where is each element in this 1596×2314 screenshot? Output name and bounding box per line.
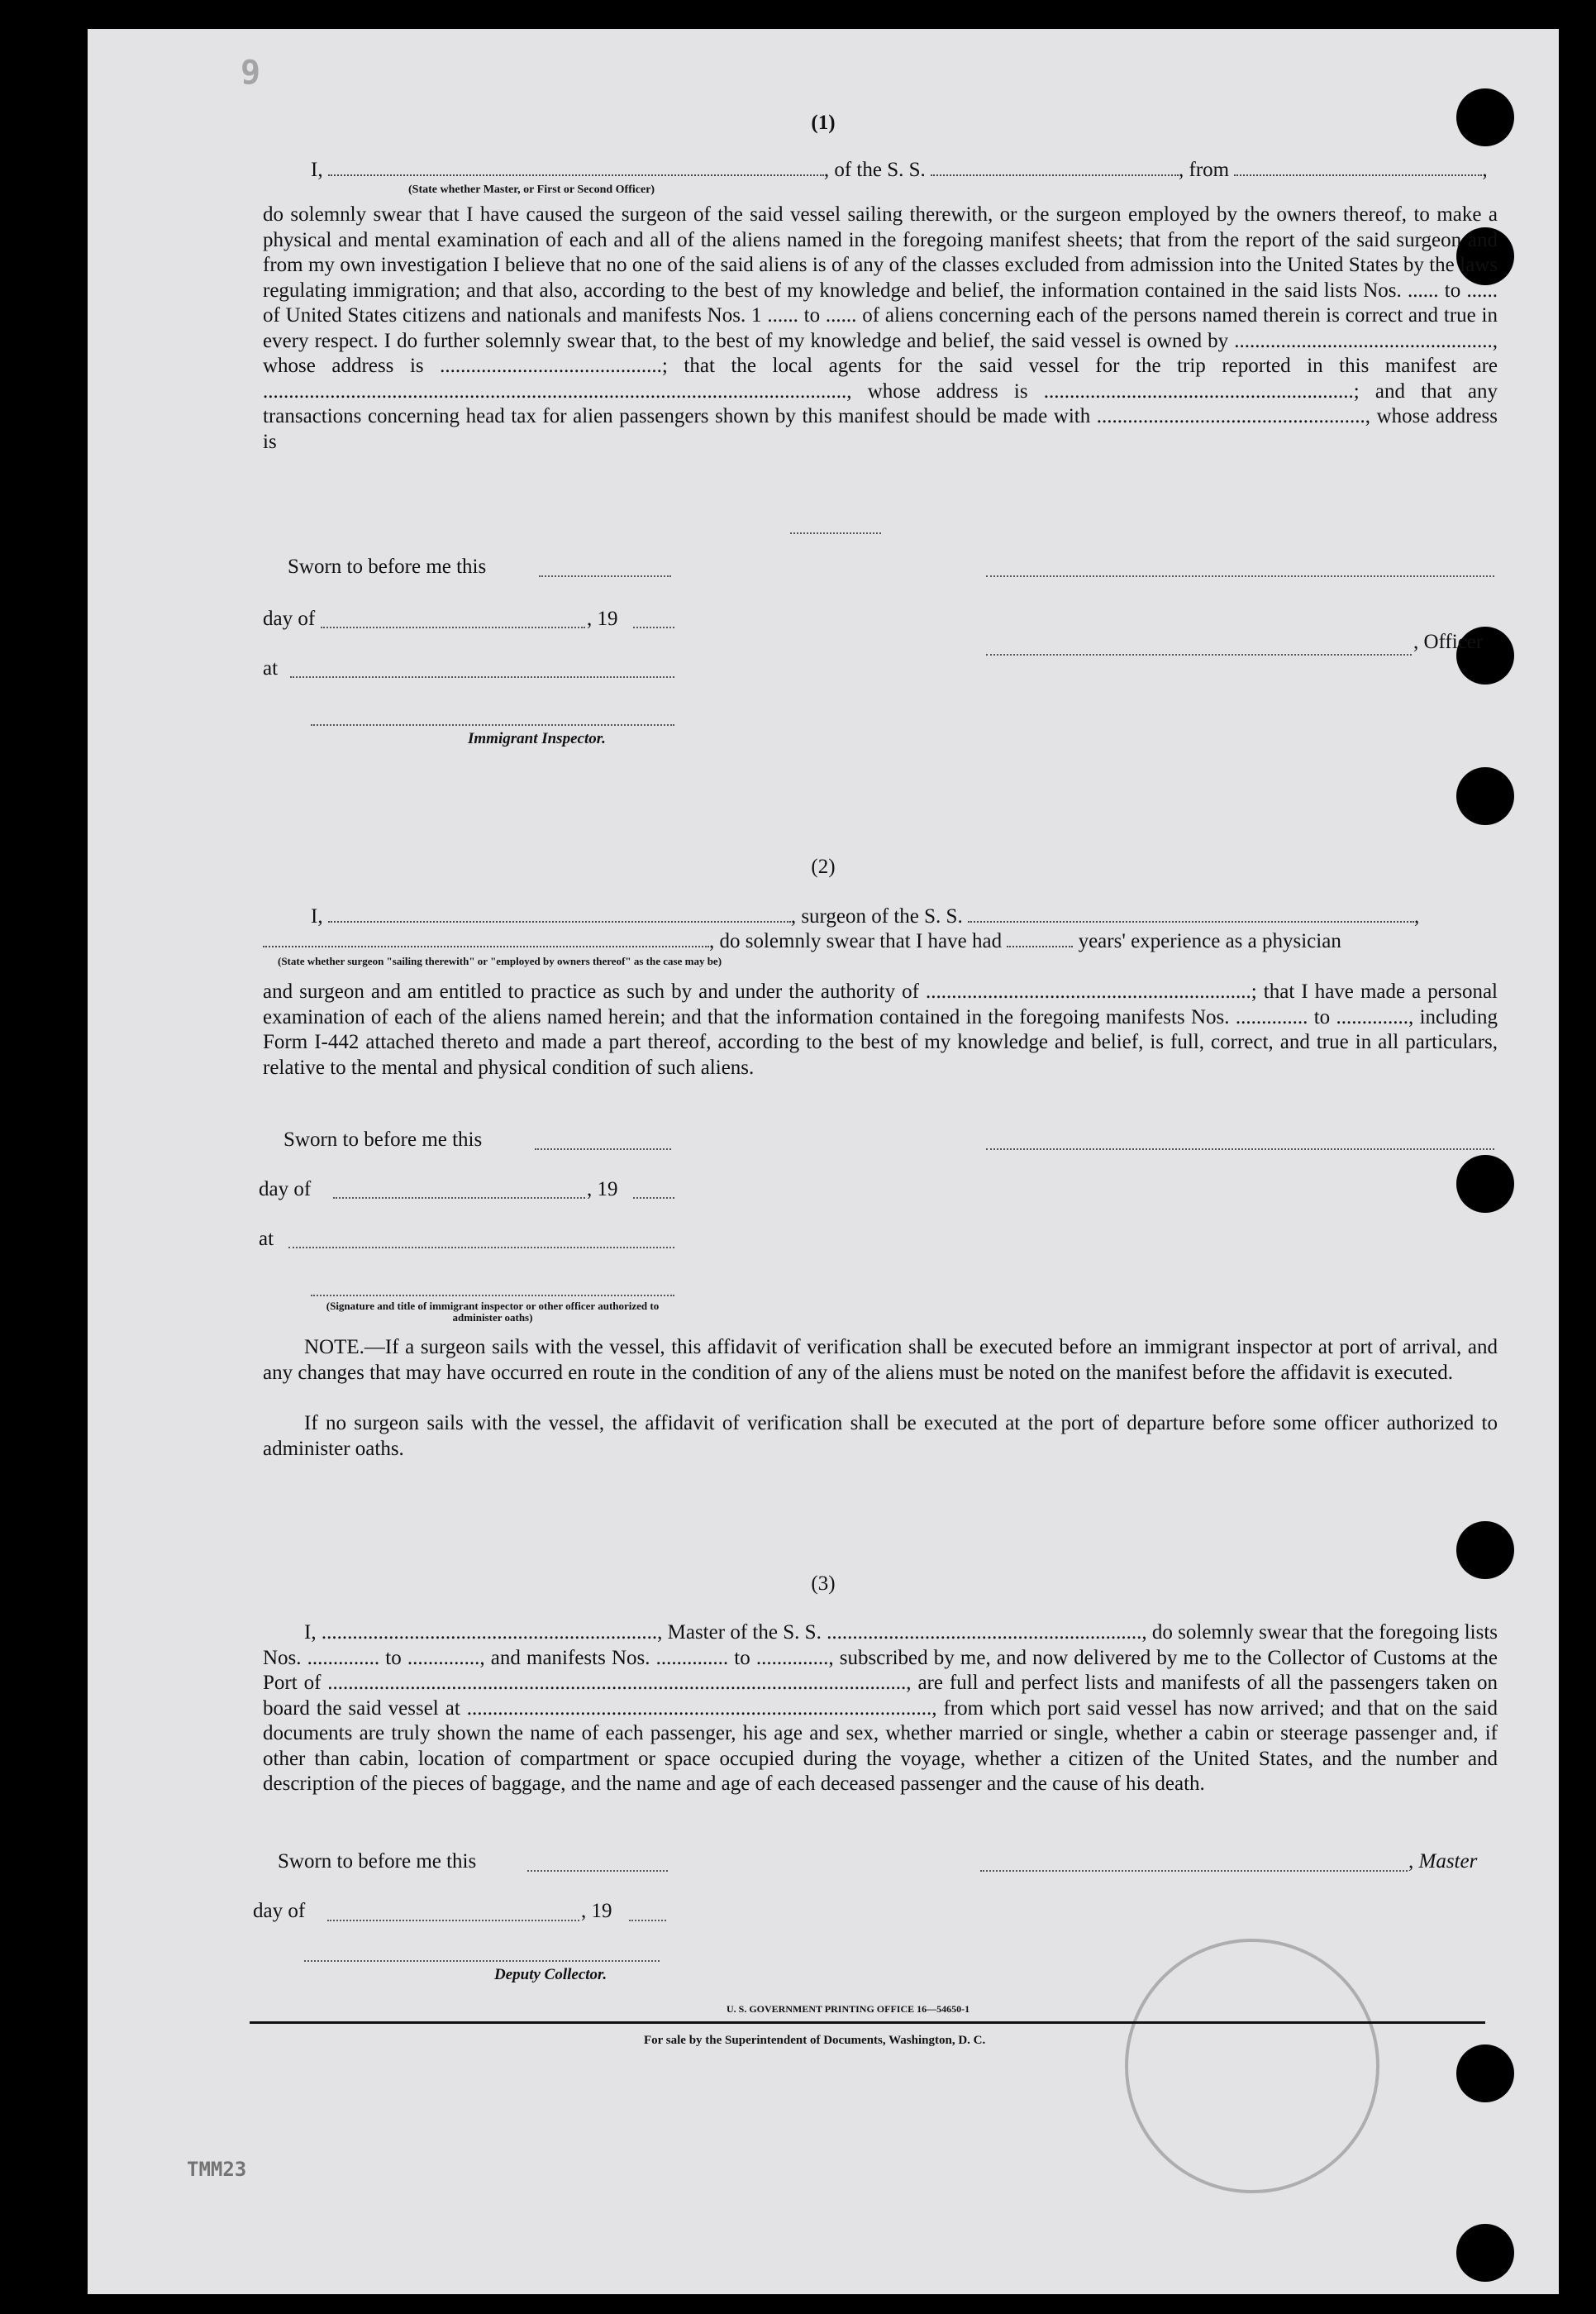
- section-1-day-of: day of: [263, 608, 316, 630]
- section-3-master: , Master: [1408, 1850, 1478, 1873]
- section-1-inspector: Immigrant Inspector.: [468, 730, 606, 747]
- section-3-day-of: day of: [253, 1900, 306, 1922]
- section-1-body: do solemnly swear that I have caused the surgeon of the said vessel sailing therewith, or the surgeon employed by the owners thereof, to make a physical and mental examination of each and all of the aliens named in the foregoing manifest sheets; that from the report of the said surgeon and from my own investigation I believe that no one of the said aliens is of any of the classes excluded from admission into the United States by the laws regulating immigration; and that also, according to the best of my knowledge and belief, the information contained in the said lists Nos. ...... to ...... of United States citizens and nationals and manifests Nos. 1 ...... to ...... of aliens concerning each of the persons named therein is correct and true in every respect. I do further solemnly swear that, to the best of my knowledge and belief, the said vessel is owned by .................................................., whose address is ...........................................; that the local agents for the said vessel for the trip reported in this manifest are ................................................................................................................., whose address is ............................................................; and that any transactions concerning head tax for alien passengers shown by this manifest should be made with ...................................................., whose address is: [263, 203, 1498, 453]
- stamp-mark: TMM23: [187, 2158, 247, 2181]
- section-3-year: , 19: [581, 1900, 612, 1922]
- section-2-day-of: day of: [259, 1178, 312, 1200]
- section-2-at: at: [259, 1228, 274, 1250]
- section-1-officer: , Officer: [1413, 631, 1484, 653]
- page-number-mark: 9: [241, 54, 261, 92]
- section-1-oath-line: I, , of the S. S. , from ,: [311, 159, 1488, 181]
- binder-hole: [1456, 1521, 1514, 1579]
- section-1-sworn: Sworn to before me this: [288, 556, 487, 578]
- for-sale-note: For sale by the Superintendent of Documents, Washington, D. C.: [644, 2034, 986, 2047]
- section-2-line-2: , do solemnly swear that I have had years' experience as a physician: [263, 930, 1341, 953]
- section-1-number: (1): [811, 112, 836, 134]
- section-3-deputy: Deputy Collector.: [494, 1966, 607, 1983]
- printing-office: U. S. GOVERNMENT PRINTING OFFICE 16—54650-1: [727, 2003, 970, 2015]
- section-2-number: (2): [811, 856, 836, 878]
- section-1-year: , 19: [587, 608, 618, 630]
- round-stamp: [1125, 1939, 1379, 2193]
- section-1-caption: (State whether Master, or First or Second Officer): [408, 184, 655, 196]
- section-2-sworn: Sworn to before me this: [283, 1128, 483, 1151]
- binder-hole: [1456, 2044, 1514, 2102]
- section-3-body: I, ................................................................., Master of the S. S. ............................................................., do solemnly swear that the foregoing lists Nos. .............. to .............., and manifests Nos. .............. to .............., subscribed by me, and now delivered by me to the Collector of Customs at the Port of ................................................................................................................, are full and perfect lists and manifests of all the passengers taken on board the said vessel at .........................................................................................., from which port said vessel has now arrived; and that on the said documents are truly shown the name of each passenger, his age and sex, whether married or single, whether a cabin or steerage passenger and, if other than cabin, location of compartment or space occupied during the voyage, whether a citizen of the United States, and the number and description of the pieces of baggage, and the name and age of each deceased passenger and the cause of his death.: [263, 1621, 1498, 1795]
- binder-hole: [1456, 2224, 1514, 2282]
- section-3-number: (3): [811, 1572, 836, 1595]
- section-1-at: at: [263, 657, 279, 680]
- document-page: [88, 29, 1559, 2294]
- binder-hole: [1456, 1155, 1514, 1213]
- section-2-year: , 19: [587, 1178, 618, 1200]
- section-2-sig-caption: (Signature and title of immigrant inspector or other officer authorized to administer oaths): [326, 1300, 660, 1324]
- section-3-sworn: Sworn to before me this: [278, 1850, 477, 1873]
- section-2-note-1: NOTE.—If a surgeon sails with the vessel, this affidavit of verification shall be executed before an immigrant inspector at port of arrival, and any changes that may have occurred en route in the condition of any of the aliens must be noted on the manifest before the affidavit is executed.: [263, 1336, 1498, 1384]
- section-2-body: and surgeon and am entitled to practice as such by and under the authority of ...............................................................; that I have made a personal examination of each of the aliens named herein; and that the information contained in the foregoing manifests Nos. .............. to .............., including Form I-442 attached thereto and made a part thereof, according to the best of my knowledge and belief, is full, correct, and true in all particulars, relative to the mental and physical condition of such aliens.: [263, 980, 1498, 1079]
- section-2-caption: (State whether surgeon "sailing therewith" or "employed by owners thereof" as the case may be): [278, 955, 722, 967]
- section-2-note-2: If no surgeon sails with the vessel, the affidavit of verification shall be executed at the port of departure before some officer authorized to administer oaths.: [263, 1412, 1498, 1460]
- footer-rule: [250, 2021, 1485, 2024]
- section-2-line-1: I, , surgeon of the S. S. ,: [311, 905, 1420, 928]
- binder-hole: [1456, 767, 1514, 825]
